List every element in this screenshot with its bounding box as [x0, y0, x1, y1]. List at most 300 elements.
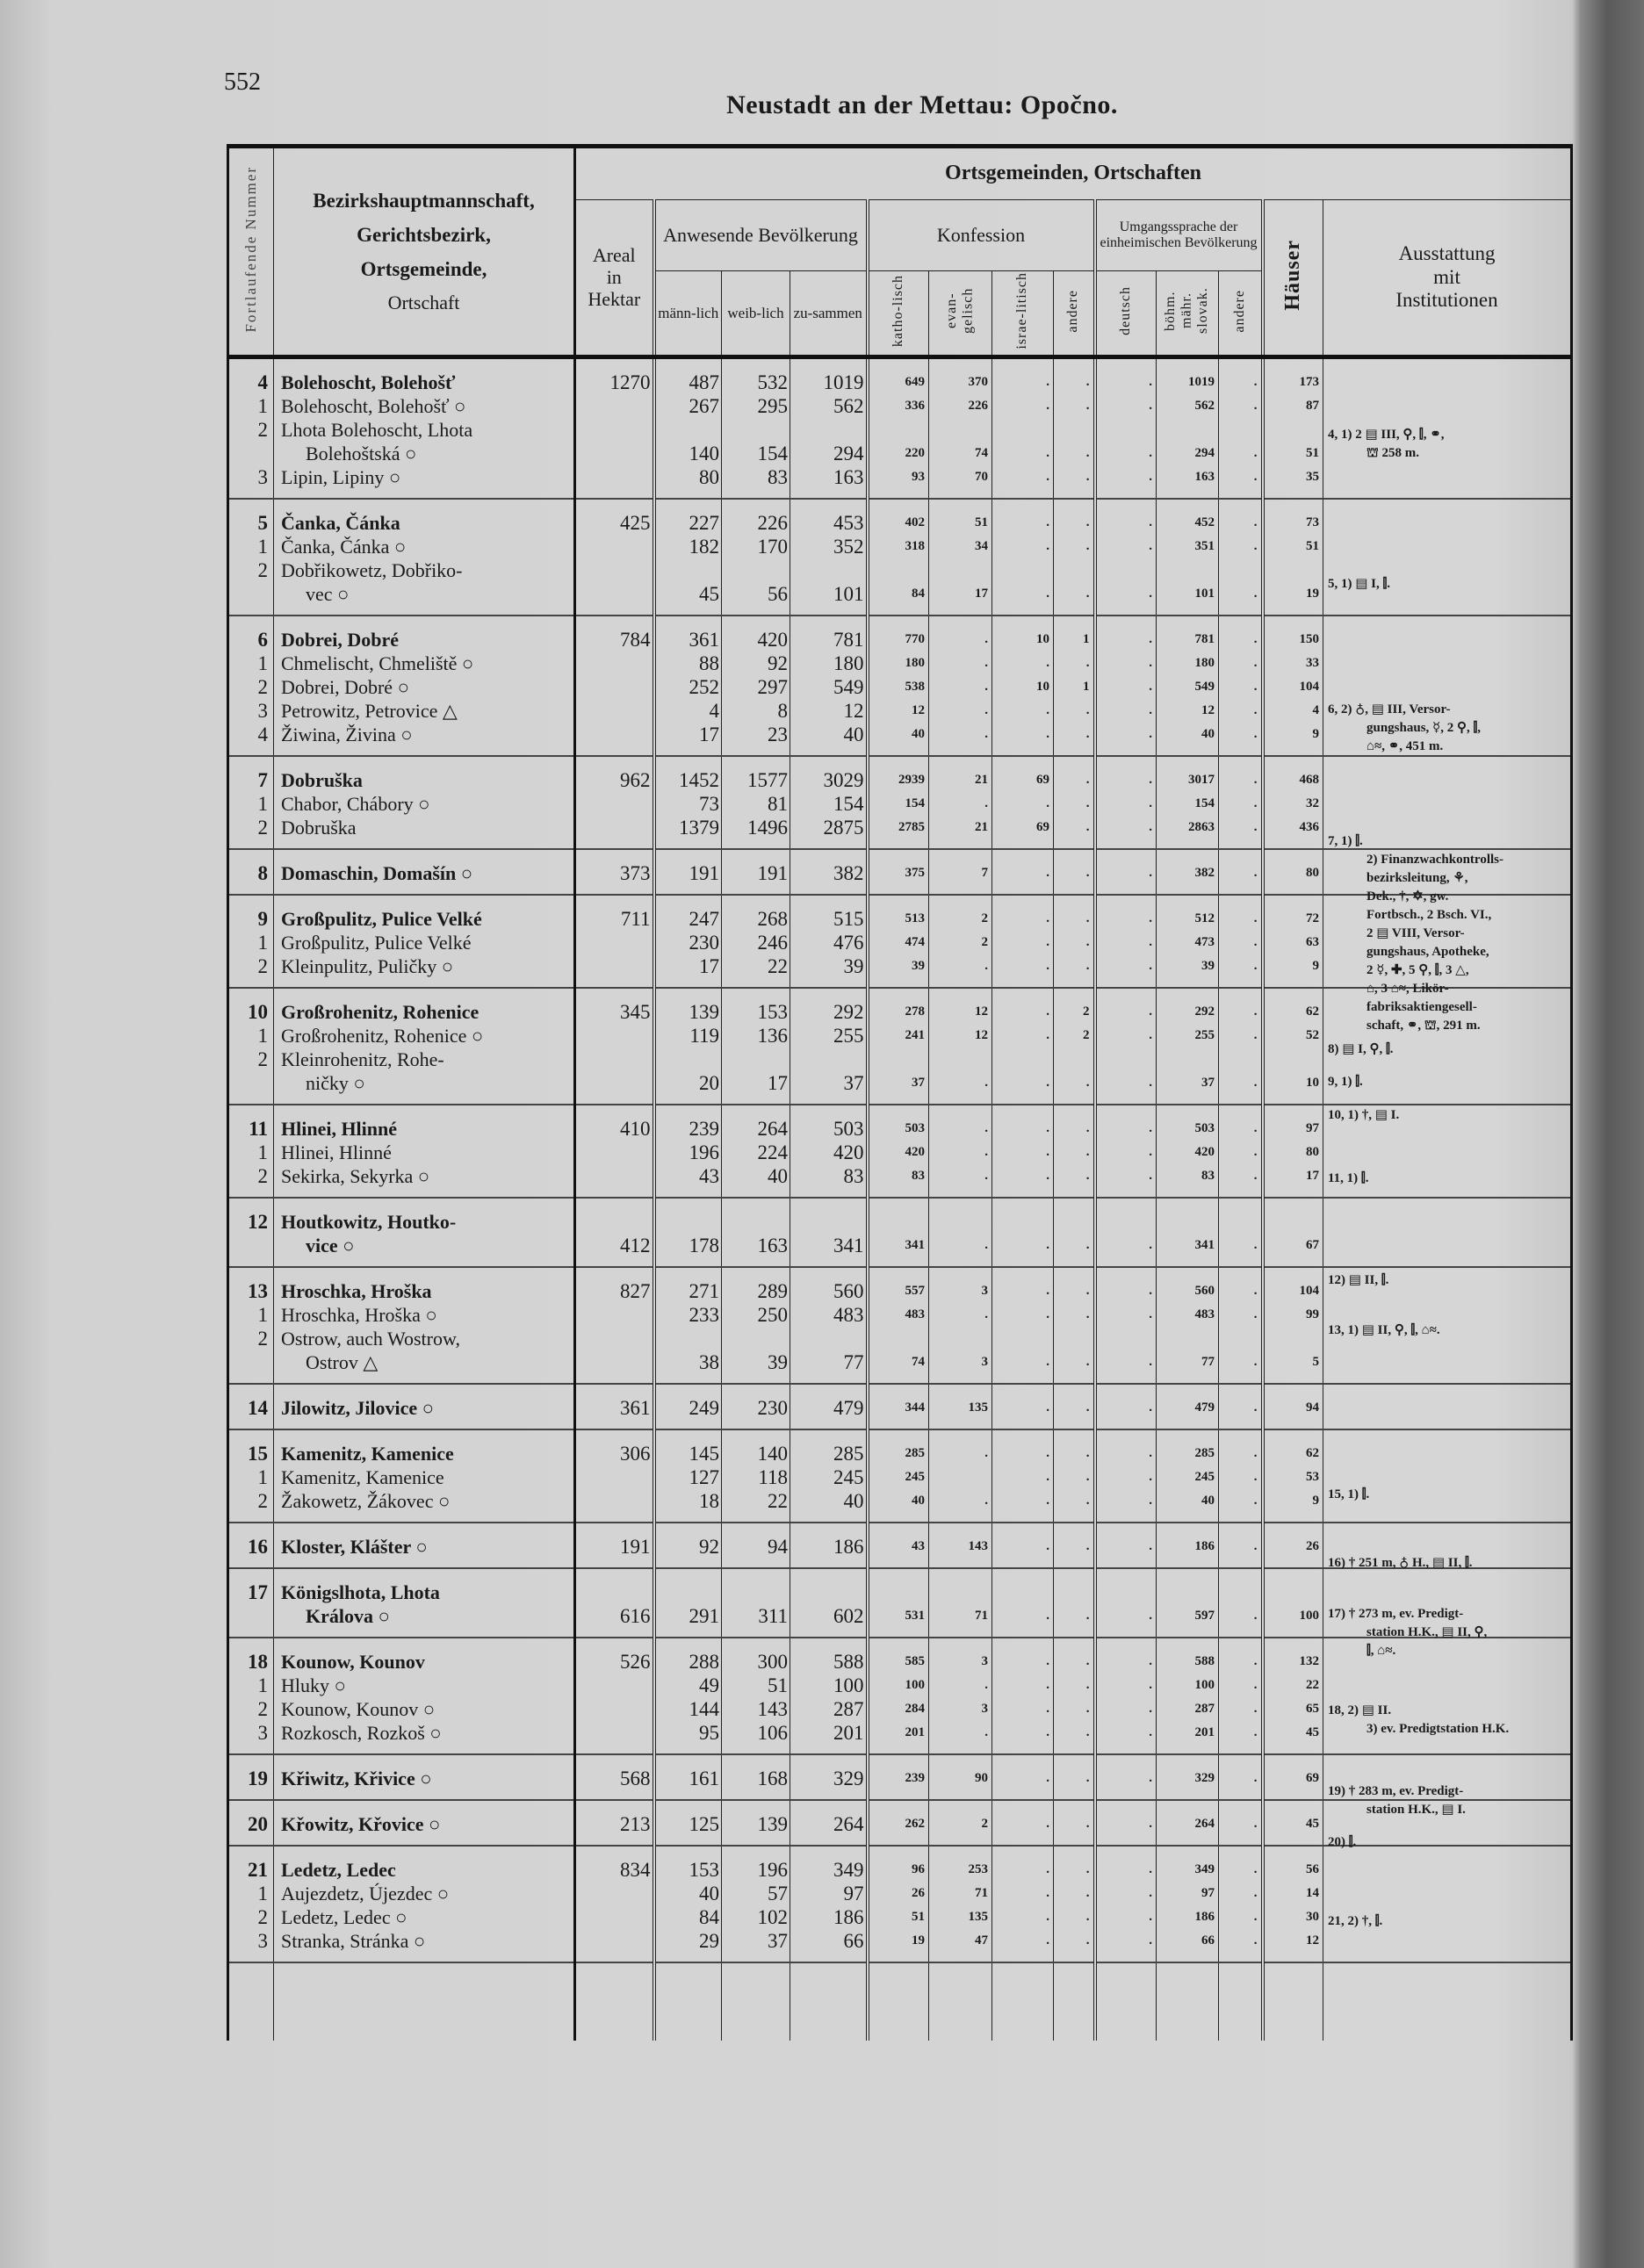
cell-male: 178 — [654, 1234, 722, 1267]
cell-female: 311 — [722, 1604, 790, 1638]
cell-israelite: . — [992, 792, 1054, 816]
header-catholic — [868, 271, 929, 357]
cell-evangelical: 2 — [929, 1800, 992, 1846]
cell-israelite: . — [992, 1350, 1054, 1384]
cell-other-language: . — [1219, 1024, 1263, 1048]
cell-female: 289 — [722, 1267, 790, 1303]
cell-other-confession: . — [1054, 1800, 1095, 1846]
cell-other-confession: . — [1054, 849, 1095, 895]
cell-german: . — [1095, 1350, 1157, 1384]
cell-houses — [1263, 1327, 1323, 1350]
cell-houses: 73 — [1263, 499, 1323, 535]
cell-catholic: 93 — [868, 465, 929, 499]
cell-female: 532 — [722, 356, 790, 394]
cell-czech: 180 — [1157, 652, 1219, 675]
cell-evangelical — [929, 1568, 992, 1604]
note-line: 2 ☿, ✚, 5 ⚲, ⫿, 3 △, — [1366, 963, 1469, 977]
cell-houses: 65 — [1263, 1697, 1323, 1721]
cell-czech: 154 — [1157, 792, 1219, 816]
cell-other-confession: . — [1054, 1697, 1095, 1721]
note-line: Dek., †, ✡, gw. — [1366, 889, 1449, 904]
cell-catholic: 100 — [868, 1674, 929, 1697]
cell-houses: 436 — [1263, 816, 1323, 849]
cell-catholic: 285 — [868, 1429, 929, 1465]
cell-other-confession: . — [1054, 1674, 1095, 1697]
cell-houses: 150 — [1263, 616, 1323, 652]
cell-total: 66 — [790, 1929, 868, 1962]
empty-cell — [992, 1962, 1054, 2041]
cell-other-confession: . — [1054, 1105, 1095, 1141]
cell-catholic: 402 — [868, 499, 929, 535]
cell-czech: 483 — [1157, 1303, 1219, 1327]
row-number: 1 — [228, 535, 274, 558]
cell-german: . — [1095, 1697, 1157, 1721]
cell-evangelical — [929, 418, 992, 442]
cell-evangelical: 21 — [929, 816, 992, 849]
row-number — [228, 1604, 274, 1638]
note-line: 5, 1) ▤ I, ⫿. — [1328, 577, 1391, 591]
cell-houses: 63 — [1263, 931, 1323, 954]
row-number: 8 — [228, 849, 274, 895]
note-line: ⌂≈, ⚭, 451 m. — [1366, 739, 1444, 753]
cell-houses: 72 — [1263, 895, 1323, 931]
cell-evangelical: . — [929, 1303, 992, 1327]
cell-female: 56 — [722, 582, 790, 616]
cell-german: . — [1095, 1846, 1157, 1882]
cell-german: . — [1095, 1721, 1157, 1754]
cell-catholic: 538 — [868, 675, 929, 699]
cell-female: 143 — [722, 1697, 790, 1721]
cell-houses: 9 — [1263, 954, 1323, 988]
cell-german: . — [1095, 1754, 1157, 1800]
cell-israelite: 69 — [992, 756, 1054, 792]
row-number: 1 — [228, 792, 274, 816]
cell-german: . — [1095, 756, 1157, 792]
cell-areal — [575, 1350, 654, 1384]
cell-total: 476 — [790, 931, 868, 954]
cell-other-language: . — [1219, 1604, 1263, 1638]
cell-israelite: . — [992, 442, 1054, 465]
note-line: ⫿, ⌂≈. — [1366, 1644, 1396, 1658]
cell-female: 39 — [722, 1350, 790, 1384]
cell-houses: 104 — [1263, 1267, 1323, 1303]
cell-czech: 186 — [1157, 1523, 1219, 1568]
cell-total: 100 — [790, 1674, 868, 1697]
cell-other-language — [1219, 1327, 1263, 1350]
cell-male: 92 — [654, 1523, 722, 1568]
cell-female: 163 — [722, 1234, 790, 1267]
place-name: Petrowitz, Petrovice △ — [274, 699, 575, 723]
place-name: Dobrei, Dobré — [274, 616, 575, 652]
cell-areal — [575, 1071, 654, 1105]
cell-male: 230 — [654, 931, 722, 954]
empty-cell — [790, 1962, 868, 2041]
cell-female — [722, 1198, 790, 1234]
cell-male: 487 — [654, 356, 722, 394]
cell-other-language: . — [1219, 582, 1263, 616]
cell-israelite: . — [992, 1164, 1054, 1198]
cell-total: 83 — [790, 1164, 868, 1198]
cell-female: 136 — [722, 1024, 790, 1048]
page-number: 552 — [224, 68, 261, 96]
place-name: Großrohenitz, Rohenice ○ — [274, 1024, 575, 1048]
cell-evangelical: . — [929, 699, 992, 723]
cell-houses: 12 — [1263, 1929, 1323, 1962]
cell-total: 186 — [790, 1523, 868, 1568]
cell-houses: 56 — [1263, 1846, 1323, 1882]
header-areal-line: Areal — [592, 243, 636, 266]
cell-female — [722, 418, 790, 442]
cell-czech: 349 — [1157, 1846, 1219, 1882]
cell-areal: 616 — [575, 1604, 654, 1638]
cell-israelite — [992, 1198, 1054, 1234]
cell-evangelical: . — [929, 1489, 992, 1523]
row-number: 2 — [228, 1048, 274, 1071]
header-institutions-line: Ausstattung — [1398, 242, 1496, 265]
cell-other-confession: . — [1054, 954, 1095, 988]
cell-male: 161 — [654, 1754, 722, 1800]
cell-total: 503 — [790, 1105, 868, 1141]
cell-areal — [575, 1141, 654, 1164]
place-name: Kounow, Kounov ○ — [274, 1697, 575, 1721]
cell-israelite: . — [992, 499, 1054, 535]
row-number: 2 — [228, 1489, 274, 1523]
cell-german: . — [1095, 1267, 1157, 1303]
cell-total: 560 — [790, 1267, 868, 1303]
cell-german: . — [1095, 616, 1157, 652]
header-german-label: deutsch — [1118, 286, 1134, 335]
cell-german: . — [1095, 1234, 1157, 1267]
cell-other-confession — [1054, 1048, 1095, 1071]
cell-catholic — [868, 1327, 929, 1350]
cell-total: 453 — [790, 499, 868, 535]
cell-evangelical: . — [929, 1164, 992, 1198]
place-name: Aujezdetz, Újezdec ○ — [274, 1882, 575, 1905]
cell-male: 249 — [654, 1384, 722, 1429]
cell-catholic — [868, 1198, 929, 1234]
cell-german: . — [1095, 1303, 1157, 1327]
cell-evangelical: . — [929, 616, 992, 652]
cell-german: . — [1095, 895, 1157, 931]
place-name: ničky ○ — [274, 1071, 575, 1105]
cell-male: 239 — [654, 1105, 722, 1141]
header-evangelical-label: evan-gelisch — [944, 287, 976, 335]
note-line: bezirksleitung, ⚘, — [1366, 871, 1468, 885]
cell-other-language: . — [1219, 931, 1263, 954]
empty-cell — [228, 1962, 274, 2041]
cell-female — [722, 1048, 790, 1071]
note-line: 4, 1) 2 ▤ III, ⚲, ⫿, ⚭, — [1328, 428, 1445, 442]
cell-israelite: . — [992, 1071, 1054, 1105]
cell-israelite: . — [992, 931, 1054, 954]
cell-areal — [575, 1327, 654, 1350]
cell-catholic: 239 — [868, 1754, 929, 1800]
cell-other-language: . — [1219, 1674, 1263, 1697]
cell-other-confession: . — [1054, 1164, 1095, 1198]
cell-houses: 32 — [1263, 792, 1323, 816]
cell-other-language: . — [1219, 1071, 1263, 1105]
cell-catholic: 83 — [868, 1164, 929, 1198]
cell-other-confession: . — [1054, 1234, 1095, 1267]
empty-cell — [654, 1962, 722, 2041]
note-line: 2) Finanzwachkontrolls- — [1366, 853, 1503, 867]
cell-evangelical: 3 — [929, 1697, 992, 1721]
cell-areal — [575, 1697, 654, 1721]
place-name: Lipin, Lipiny ○ — [274, 465, 575, 499]
cell-evangelical — [929, 1048, 992, 1071]
cell-catholic: 40 — [868, 723, 929, 756]
header-number — [228, 147, 274, 357]
cell-evangelical: . — [929, 954, 992, 988]
cell-german: . — [1095, 954, 1157, 988]
cell-male: 95 — [654, 1721, 722, 1754]
cell-houses: 14 — [1263, 1882, 1323, 1905]
cell-german: . — [1095, 931, 1157, 954]
place-name: Hroschka, Hroška — [274, 1267, 575, 1303]
cell-evangelical: 143 — [929, 1523, 992, 1568]
cell-catholic: 278 — [868, 988, 929, 1024]
place-name: Ledetz, Ledec ○ — [274, 1905, 575, 1929]
cell-areal — [575, 816, 654, 849]
cell-total: 201 — [790, 1721, 868, 1754]
cell-male: 80 — [654, 465, 722, 499]
cell-other-language: . — [1219, 849, 1263, 895]
cell-female: 191 — [722, 849, 790, 895]
cell-areal: 784 — [575, 616, 654, 652]
cell-israelite: 10 — [992, 616, 1054, 652]
row-number: 1 — [228, 1024, 274, 1048]
cell-german: . — [1095, 499, 1157, 535]
note-line: 18, 2) ▤ II. — [1328, 1703, 1392, 1717]
cell-evangelical: 12 — [929, 1024, 992, 1048]
place-name: Großrohenitz, Rohenice — [274, 988, 575, 1024]
cell-german: . — [1095, 1604, 1157, 1638]
cell-evangelical: . — [929, 675, 992, 699]
cell-female: 226 — [722, 499, 790, 535]
cell-other-language: . — [1219, 356, 1263, 394]
note-line: ⛫ 258 m. — [1366, 446, 1420, 460]
cell-male: 233 — [654, 1303, 722, 1327]
cell-houses: 173 — [1263, 356, 1323, 394]
cell-female: 268 — [722, 895, 790, 931]
cell-total: 97 — [790, 1882, 868, 1905]
empty-cell — [929, 1962, 992, 2041]
cell-other-confession: . — [1054, 1384, 1095, 1429]
cell-female: 94 — [722, 1523, 790, 1568]
row-number: 10 — [228, 988, 274, 1024]
cell-evangelical: 51 — [929, 499, 992, 535]
cell-other-confession: . — [1054, 1604, 1095, 1638]
cell-evangelical: . — [929, 1234, 992, 1267]
empty-cell — [274, 1962, 575, 2041]
cell-other-language: . — [1219, 1638, 1263, 1674]
cell-total — [790, 558, 868, 582]
cell-other-language: . — [1219, 792, 1263, 816]
cell-female — [722, 1568, 790, 1604]
cell-catholic: 585 — [868, 1638, 929, 1674]
cell-total: 349 — [790, 1846, 868, 1882]
cell-total: 101 — [790, 582, 868, 616]
cell-houses: 97 — [1263, 1105, 1323, 1141]
row-number: 1 — [228, 652, 274, 675]
cell-other-language: . — [1219, 465, 1263, 499]
cell-other-confession — [1054, 558, 1095, 582]
cell-male: 127 — [654, 1465, 722, 1489]
cell-other-language — [1219, 1568, 1263, 1604]
place-name: Chmelischt, Chmeliště ○ — [274, 652, 575, 675]
cell-israelite — [992, 1048, 1054, 1071]
cell-other-confession: . — [1054, 652, 1095, 675]
cell-houses: 9 — [1263, 723, 1323, 756]
cell-evangelical: . — [929, 1429, 992, 1465]
cell-total: 285 — [790, 1429, 868, 1465]
cell-israelite: . — [992, 1105, 1054, 1141]
cell-female: 154 — [722, 442, 790, 465]
cell-female: 22 — [722, 954, 790, 988]
header-male: männ-lich — [654, 271, 722, 357]
cell-female: 1577 — [722, 756, 790, 792]
cell-israelite: . — [992, 1604, 1054, 1638]
institution-note — [1328, 575, 1390, 594]
cell-houses: 132 — [1263, 1638, 1323, 1674]
cell-houses: 5 — [1263, 1350, 1323, 1384]
cell-areal: 191 — [575, 1523, 654, 1568]
cell-czech: 341 — [1157, 1234, 1219, 1267]
cell-male: 29 — [654, 1929, 722, 1962]
cell-areal — [575, 954, 654, 988]
cell-areal: 345 — [575, 988, 654, 1024]
cell-other-language: . — [1219, 442, 1263, 465]
cell-catholic: 84 — [868, 582, 929, 616]
empty-cell — [1263, 1962, 1323, 2041]
cell-other-language: . — [1219, 1267, 1263, 1303]
cell-other-language: . — [1219, 616, 1263, 652]
cell-catholic: 96 — [868, 1846, 929, 1882]
cell-other-confession: . — [1054, 756, 1095, 792]
cell-german: . — [1095, 465, 1157, 499]
cell-czech: 597 — [1157, 1604, 1219, 1638]
cell-czech: 264 — [1157, 1800, 1219, 1846]
cell-houses: 87 — [1263, 394, 1323, 418]
cell-houses: 45 — [1263, 1721, 1323, 1754]
empty-cell — [1095, 1962, 1157, 2041]
cell-czech — [1157, 558, 1219, 582]
cell-catholic: 770 — [868, 616, 929, 652]
cell-houses: 26 — [1263, 1523, 1323, 1568]
cell-czech: 3017 — [1157, 756, 1219, 792]
cell-evangelical — [929, 1327, 992, 1350]
cell-catholic: 241 — [868, 1024, 929, 1048]
cell-total: 1019 — [790, 356, 868, 394]
cell-israelite: . — [992, 1523, 1054, 1568]
cell-other-language: . — [1219, 756, 1263, 792]
cell-areal — [575, 1568, 654, 1604]
row-number: 3 — [228, 465, 274, 499]
cell-male: 45 — [654, 582, 722, 616]
cell-male: 144 — [654, 1697, 722, 1721]
note-line: Fortbsch., 2 Bsch. VI., — [1366, 908, 1492, 922]
cell-czech: 549 — [1157, 675, 1219, 699]
institution-note — [1328, 1702, 1509, 1739]
header-name-line: Gerichtsbezirk, — [357, 224, 491, 247]
cell-total: 515 — [790, 895, 868, 931]
cell-german: . — [1095, 816, 1157, 849]
cell-total — [790, 418, 868, 442]
cell-houses: 67 — [1263, 1234, 1323, 1267]
cell-other-confession: . — [1054, 1882, 1095, 1905]
row-number: 16 — [228, 1523, 274, 1568]
cell-czech: 512 — [1157, 895, 1219, 931]
cell-catholic: 483 — [868, 1303, 929, 1327]
cell-areal: 361 — [575, 1384, 654, 1429]
place-name: Dobrei, Dobré ○ — [274, 675, 575, 699]
cell-german: . — [1095, 442, 1157, 465]
cell-israelite: . — [992, 1905, 1054, 1929]
cell-female: 264 — [722, 1105, 790, 1141]
cell-areal: 834 — [575, 1846, 654, 1882]
cell-israelite — [992, 418, 1054, 442]
place-name: Bolehoscht, Bolehošť ○ — [274, 394, 575, 418]
cell-areal — [575, 1164, 654, 1198]
cell-israelite — [992, 558, 1054, 582]
cell-israelite: . — [992, 1674, 1054, 1697]
cell-other-confession: . — [1054, 1141, 1095, 1164]
cell-total: 186 — [790, 1905, 868, 1929]
cell-catholic: 40 — [868, 1489, 929, 1523]
note-line: station H.K., ▤ I. — [1366, 1803, 1466, 1817]
cell-houses — [1263, 1048, 1323, 1071]
cell-total: 352 — [790, 535, 868, 558]
cell-german: . — [1095, 1384, 1157, 1429]
cell-areal: 373 — [575, 849, 654, 895]
cell-other-language: . — [1219, 1105, 1263, 1141]
cell-male: 20 — [654, 1071, 722, 1105]
cell-czech: 39 — [1157, 954, 1219, 988]
cell-houses: 19 — [1263, 582, 1323, 616]
cell-evangelical: 12 — [929, 988, 992, 1024]
place-name: Hlinei, Hlinné — [274, 1141, 575, 1164]
cell-male — [654, 418, 722, 442]
cell-female: 106 — [722, 1721, 790, 1754]
header-other-confession-label: andere — [1065, 289, 1081, 333]
cell-catholic: 503 — [868, 1105, 929, 1141]
place-name: Králova ○ — [274, 1604, 575, 1638]
cell-czech: 186 — [1157, 1905, 1219, 1929]
cell-other-confession: . — [1054, 1429, 1095, 1465]
cell-other-language: . — [1219, 1384, 1263, 1429]
cell-israelite: . — [992, 1234, 1054, 1267]
cell-areal: 213 — [575, 1800, 654, 1846]
cell-total: 562 — [790, 394, 868, 418]
cell-evangelical: 135 — [929, 1384, 992, 1429]
cell-other-confession: . — [1054, 1638, 1095, 1674]
institution-note — [1328, 701, 1481, 756]
cell-total: 40 — [790, 723, 868, 756]
place-name: Lhota Bolehoscht, Lhota — [274, 418, 575, 442]
note-line: 19) † 283 m, ev. Predigt- — [1328, 1784, 1464, 1798]
row-number: 20 — [228, 1800, 274, 1846]
note-line: ⌂, 3 ⌂≈, Likör- — [1366, 982, 1449, 996]
header-confession: Konfession — [868, 200, 1095, 271]
cell-areal — [575, 1882, 654, 1905]
cell-male: 4 — [654, 699, 722, 723]
cell-israelite: . — [992, 1721, 1054, 1754]
cell-areal — [575, 418, 654, 442]
cell-german — [1095, 558, 1157, 582]
cell-evangelical: 70 — [929, 465, 992, 499]
place-name: Kounow, Kounov — [274, 1638, 575, 1674]
cell-german: . — [1095, 1141, 1157, 1164]
